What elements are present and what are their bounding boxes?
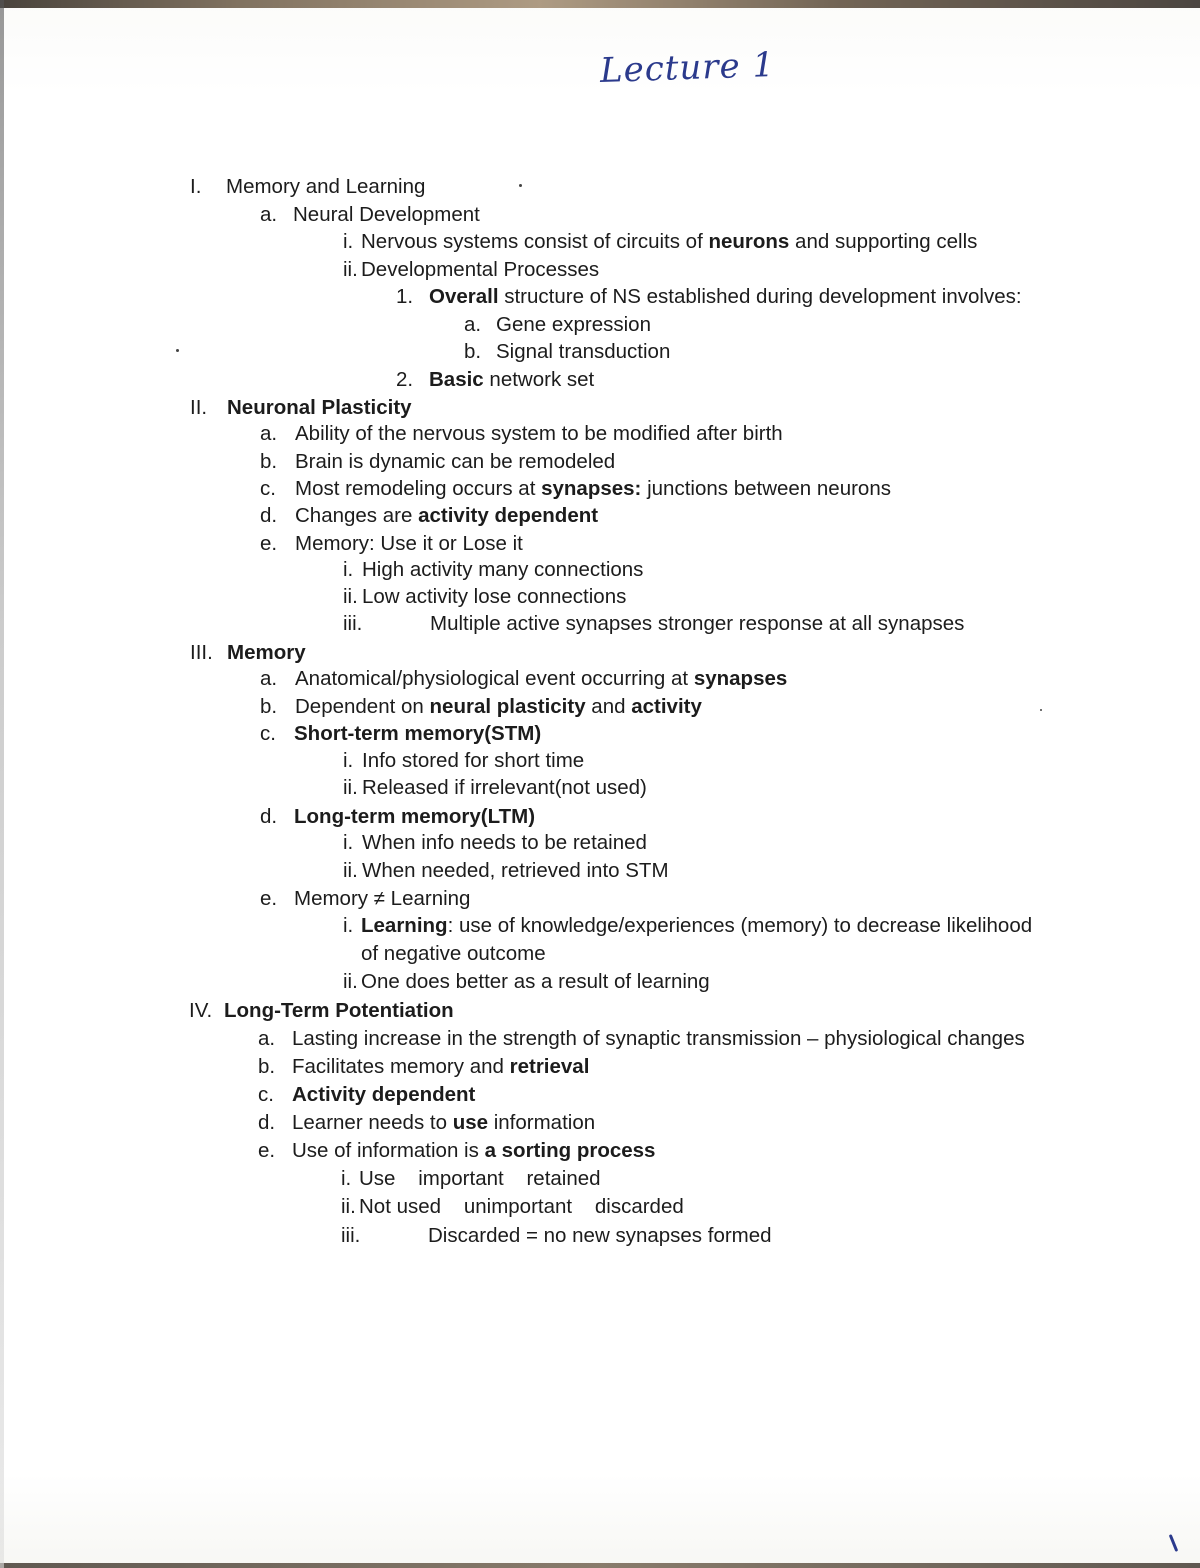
outline-text — [226, 174, 425, 200]
text-segment: Info stored for short time — [362, 749, 585, 772]
paper-bottom-edge — [0, 1563, 1200, 1568]
outline-text — [362, 830, 647, 856]
text-segment: Long-term memory(LTM) — [294, 805, 536, 828]
outline-text — [362, 858, 669, 884]
outline-text — [294, 721, 541, 747]
outline-marker: i. — [343, 558, 354, 581]
outline-marker: a. — [260, 203, 278, 226]
text-segment: Gene expression — [496, 313, 651, 336]
text-segment: activity — [631, 695, 702, 718]
text-segment: synapses — [693, 667, 788, 690]
text-segment: Anatomical/physiological event occurring at — [295, 667, 694, 690]
paper-left-edge — [0, 0, 4, 1568]
outline-marker: b. — [260, 450, 278, 473]
outline-text — [362, 557, 643, 583]
text-segment: Long-Term Potentiation — [224, 999, 454, 1022]
text-segment: Memory: Use it or Lose it — [295, 532, 523, 555]
text-segment: Not used unimportant discarded — [359, 1195, 684, 1218]
text-segment: information — [488, 1111, 596, 1134]
speck — [519, 184, 522, 187]
text-segment: structure of NS established during development involves: — [498, 285, 1022, 308]
outline-marker: 1. — [396, 285, 414, 308]
text-segment: When info needs to be retained — [362, 831, 647, 854]
text-segment: Short-term memory(STM) — [294, 722, 542, 745]
text-segment: Neuronal Plasticity — [227, 396, 412, 419]
outline-marker: IV. — [189, 999, 213, 1022]
text-segment: Brain is dynamic can be remodeled — [295, 450, 616, 473]
outline-text — [295, 666, 787, 692]
text-segment: synapses: — [541, 477, 642, 500]
text-segment: Basic — [429, 368, 484, 391]
outline-marker: e. — [260, 532, 278, 555]
text-segment: Multiple active synapses stronger response at all synapses — [430, 612, 965, 635]
outline-marker: III. — [190, 641, 213, 664]
outline-text — [227, 640, 306, 666]
outline-marker: a. — [260, 667, 278, 690]
outline-marker: i. — [343, 749, 354, 772]
text-segment: Activity dependent — [292, 1083, 476, 1106]
outline-text — [295, 503, 598, 529]
text-segment: Dependent on — [295, 695, 430, 718]
text-segment: activity dependent — [418, 504, 599, 527]
text-segment: High activity many connections — [362, 558, 644, 581]
outline-marker: i. — [341, 1167, 352, 1190]
outline-marker: d. — [260, 504, 278, 527]
outline-text — [359, 1194, 684, 1220]
text-segment: Developmental Processes — [361, 258, 600, 281]
outline-marker: ii. — [341, 1195, 356, 1218]
outline-text — [293, 202, 480, 228]
text-segment: : use of knowledge/experiences (memory) to decrease likelihood — [447, 914, 1033, 937]
outline-text — [429, 284, 1022, 310]
outline-text — [362, 748, 584, 774]
outline-marker: a. — [464, 313, 482, 336]
text-segment: Most remodeling occurs at — [295, 477, 542, 500]
text-segment: of negative outcome — [361, 942, 546, 965]
outline-marker: ii. — [343, 859, 358, 882]
outline-marker: a. — [258, 1027, 276, 1050]
text-segment: Overall — [429, 285, 499, 308]
speck — [176, 349, 179, 352]
outline-marker: d. — [260, 805, 278, 828]
text-segment: Memory and Learning — [226, 175, 426, 198]
text-segment: junctions between neurons — [641, 477, 891, 500]
text-segment: use — [452, 1111, 489, 1134]
outline-text — [361, 941, 546, 967]
outline-text — [361, 913, 1032, 939]
outline-text — [292, 1138, 655, 1164]
outline-marker: II. — [190, 396, 208, 419]
outline-marker: ii. — [343, 776, 358, 799]
outline-marker: e. — [260, 887, 278, 910]
outline-marker: iii. — [341, 1224, 361, 1247]
text-segment: Signal transduction — [496, 340, 671, 363]
text-segment: Learning — [361, 914, 448, 937]
outline-text — [361, 229, 977, 255]
outline-marker: i. — [343, 230, 354, 253]
outline-marker: I. — [190, 175, 202, 198]
outline-text — [294, 886, 470, 912]
outline-text — [294, 804, 535, 830]
text-segment: neurons — [708, 230, 790, 253]
outline-text — [362, 775, 647, 801]
text-segment: Use of information is — [292, 1139, 485, 1162]
text-segment: Discarded = no new synapses formed — [428, 1224, 772, 1247]
outline-text — [292, 1054, 589, 1080]
text-segment: a sorting process — [484, 1139, 656, 1162]
text-segment: Memory — [227, 641, 306, 664]
text-segment: Use important retained — [359, 1167, 601, 1190]
text-segment: and — [585, 695, 632, 718]
text-segment: retrieval — [509, 1055, 590, 1078]
outline-marker: c. — [260, 722, 276, 745]
text-segment: neural plasticity — [429, 695, 586, 718]
outline-text — [295, 694, 702, 720]
outline-marker: ii. — [343, 585, 358, 608]
outline-marker: c. — [258, 1083, 274, 1106]
outline-text — [428, 1223, 772, 1249]
outline-marker: iii. — [343, 612, 363, 635]
text-segment: Changes are — [295, 504, 419, 527]
outline-text — [496, 312, 651, 338]
text-segment: Ability of the nervous system to be modified after birth — [295, 422, 783, 445]
outline-marker: b. — [258, 1055, 276, 1078]
text-segment: Nervous systems consist of circuits of — [361, 230, 709, 253]
outline-text — [292, 1026, 1025, 1052]
outline-text — [292, 1110, 595, 1136]
text-segment: and supporting cells — [789, 230, 978, 253]
outline-marker: e. — [258, 1139, 276, 1162]
outline-marker: c. — [260, 477, 276, 500]
outline-text — [295, 449, 615, 475]
outline-text — [295, 531, 523, 557]
outline-text — [496, 339, 670, 365]
paper-top-edge — [0, 0, 1200, 8]
outline-text — [359, 1166, 601, 1192]
text-segment: Memory ≠ Learning — [294, 887, 471, 910]
text-segment: Lasting increase in the strength of synaptic transmission – physiological changes — [292, 1027, 1025, 1050]
outline-text — [295, 476, 891, 502]
text-segment: One does better as a result of learning — [361, 970, 710, 993]
outline-text — [295, 421, 783, 447]
outline-text — [361, 257, 599, 283]
outline-marker: i. — [343, 914, 354, 937]
outline-text — [430, 611, 964, 637]
outline-marker: ii. — [343, 970, 358, 993]
speck — [1040, 709, 1042, 711]
outline-marker: 2. — [396, 368, 414, 391]
outline-marker: b. — [260, 695, 278, 718]
text-segment: Neural Development — [293, 203, 480, 226]
outline-marker: ii. — [343, 258, 358, 281]
outline-marker: b. — [464, 340, 482, 363]
outline-marker: a. — [260, 422, 278, 445]
outline-text — [224, 998, 454, 1024]
outline-text — [429, 367, 594, 393]
outline-text — [361, 969, 710, 995]
handwritten-title: Lecture 1 — [599, 44, 776, 92]
outline-text — [227, 395, 412, 421]
text-segment: Low activity lose connections — [362, 585, 627, 608]
outline-text — [362, 584, 626, 610]
text-segment: Learner needs to — [292, 1111, 453, 1134]
text-segment: When needed, retrieved into STM — [362, 859, 669, 882]
outline-marker: d. — [258, 1111, 276, 1134]
outline-marker: i. — [343, 831, 354, 854]
text-segment: Released if irrelevant(not used) — [362, 776, 647, 799]
outline-text — [292, 1082, 475, 1108]
text-segment: network set — [483, 368, 595, 391]
text-segment: Facilitates memory and — [292, 1055, 510, 1078]
